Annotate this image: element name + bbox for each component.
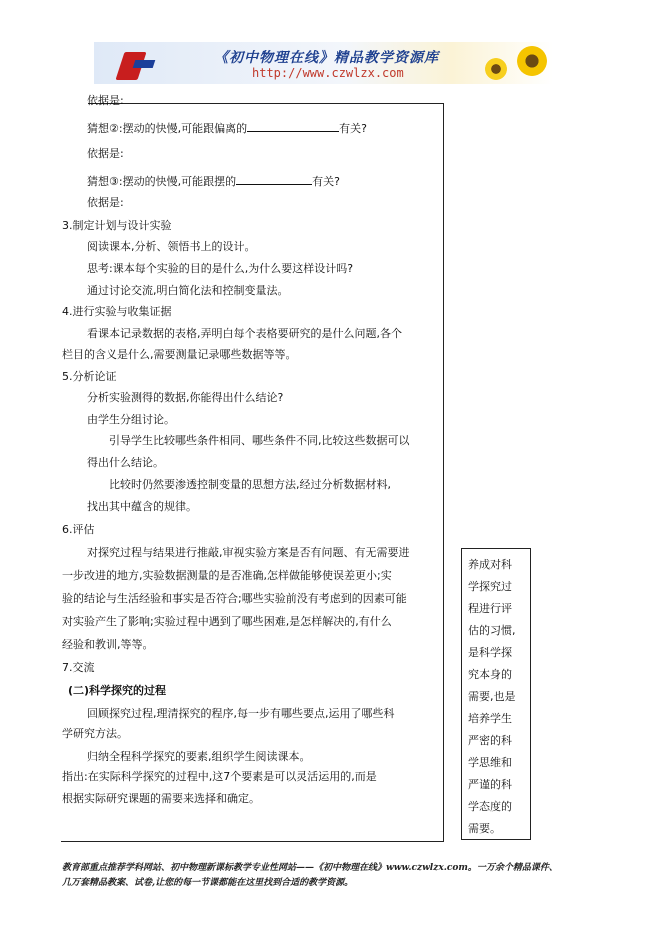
- margin-note-box: [461, 548, 531, 840]
- subsection-title: (二)科学探究的过程: [68, 684, 167, 697]
- margin-note-line: 学探究过: [468, 580, 512, 593]
- margin-note-line: 需要。: [468, 822, 501, 835]
- table-column-divider: [443, 103, 444, 842]
- paragraph-line: 分析实验测得的数据,你能得出什么结论?: [87, 391, 284, 404]
- paragraph-line: 回顾探究过程,理清探究的程序,每一步有哪些要点,运用了哪些科: [87, 707, 395, 720]
- paragraph-line: 经验和教训,等等。: [62, 638, 154, 651]
- margin-note-line: 是科学探: [468, 646, 512, 659]
- section-heading: 6.评估: [62, 523, 95, 536]
- paragraph-line: 归纳全程科学探究的要素,组织学生阅读课本。: [87, 750, 311, 763]
- paragraph-line: 比较时仍然要渗透控制变量的思想方法,经过分析数据材料,: [109, 478, 391, 491]
- table-border-top: [88, 103, 443, 104]
- margin-note-line: 培养学生: [468, 712, 512, 725]
- paragraph-line: 根据实际研究课题的需要来选择和确定。: [62, 792, 260, 805]
- fill-blank: [236, 173, 312, 185]
- margin-note-line: 养成对科: [468, 558, 512, 571]
- paragraph-line: 得出什么结论。: [87, 456, 164, 469]
- fill-blank: [247, 120, 339, 132]
- hypothesis-3-tail: 有关?: [312, 175, 340, 188]
- banner-title: 《初中物理在线》精品教学资源库: [214, 50, 439, 66]
- hypothesis-2-text: 猜想②:摆动的快慢,可能跟偏离的: [87, 122, 248, 135]
- paragraph-line: 学研究方法。: [62, 727, 128, 740]
- page-footer: [62, 861, 602, 891]
- paragraph-line: 验的结论与生活经验和事实是否符合;哪些实验前没有考虑到的因素可能: [62, 592, 407, 605]
- section-heading: 7.交流: [62, 661, 95, 674]
- paragraph-line: 思考:课本每个实验的目的是什么,为什么要这样设计吗?: [87, 262, 354, 275]
- footer-line: 几万套精品教案、试卷,让您的每一节课都能在这里找到合适的教学资源。: [62, 878, 354, 888]
- banner-url[interactable]: http://www.czwlzx.com: [252, 66, 404, 80]
- paragraph-line: 阅读课本,分析、领悟书上的设计。: [87, 240, 256, 253]
- hypothesis-3-text: 猜想③:摆动的快慢,可能跟摆的: [87, 175, 237, 188]
- table-border-bottom: [61, 841, 443, 842]
- basis-line: 依据是:: [87, 147, 124, 160]
- paragraph-line: 通过讨论交流,明白简化法和控制变量法。: [87, 284, 289, 297]
- margin-note-line: 估的习惯,: [468, 624, 516, 637]
- paragraph-line: 指出:在实际科学探究的过程中,这7个要素是可以灵活运用的,而是: [62, 770, 377, 783]
- margin-note-line: 严密的科: [468, 734, 512, 747]
- paragraph-line: 栏目的含义是什么,需要测量记录哪些数据等等。: [62, 348, 297, 361]
- logo-mark-accent: [133, 60, 156, 68]
- margin-note-line: 程进行评: [468, 602, 512, 615]
- basis-line: 依据是:: [87, 196, 124, 209]
- paragraph-line: 找出其中蕴含的规律。: [87, 500, 197, 513]
- sunflower-icon: [517, 46, 547, 76]
- paragraph-line: 由学生分组讨论。: [87, 413, 175, 426]
- sunflower-icon: [485, 58, 507, 80]
- margin-note-line: 学态度的: [468, 800, 512, 813]
- hypothesis-2: [87, 120, 367, 136]
- section-heading: 4.进行实验与收集证据: [62, 305, 172, 318]
- section-heading: 3.制定计划与设计实验: [62, 219, 172, 232]
- section-heading: 5.分析论证: [62, 370, 117, 383]
- margin-note-line: 究本身的: [468, 668, 512, 681]
- paragraph-line: 一步改进的地方,实验数据测量的是否准确,怎样做能够使误差更小;实: [62, 569, 392, 582]
- paragraph-line: 看课本记录数据的表格,弄明白每个表格要研究的是什么问题,各个: [87, 327, 402, 340]
- basis-line: 依据是:: [87, 94, 124, 107]
- margin-note-line: 需要,也是: [468, 690, 516, 703]
- paragraph-line: 引导学生比较哪些条件相同、哪些条件不同,比较这些数据可以: [109, 434, 410, 447]
- footer-line: 教育部重点推荐学科网站、初中物理新课标教学专业性网站——《初中物理在线》www.czwlzx.com。一万余个精品课件、: [62, 863, 558, 873]
- margin-note-line: 学思维和: [468, 756, 512, 769]
- hypothesis-2-tail: 有关?: [339, 122, 367, 135]
- paragraph-line: 对探究过程与结果进行推敲,审视实验方案是否有问题、有无需要进: [87, 546, 410, 559]
- paragraph-line: 对实验产生了影响;实验过程中遇到了哪些困难,是怎样解决的,有什么: [62, 615, 392, 628]
- margin-note-line: 严谨的科: [468, 778, 512, 791]
- hypothesis-3: [87, 173, 340, 189]
- header-banner: [94, 42, 553, 84]
